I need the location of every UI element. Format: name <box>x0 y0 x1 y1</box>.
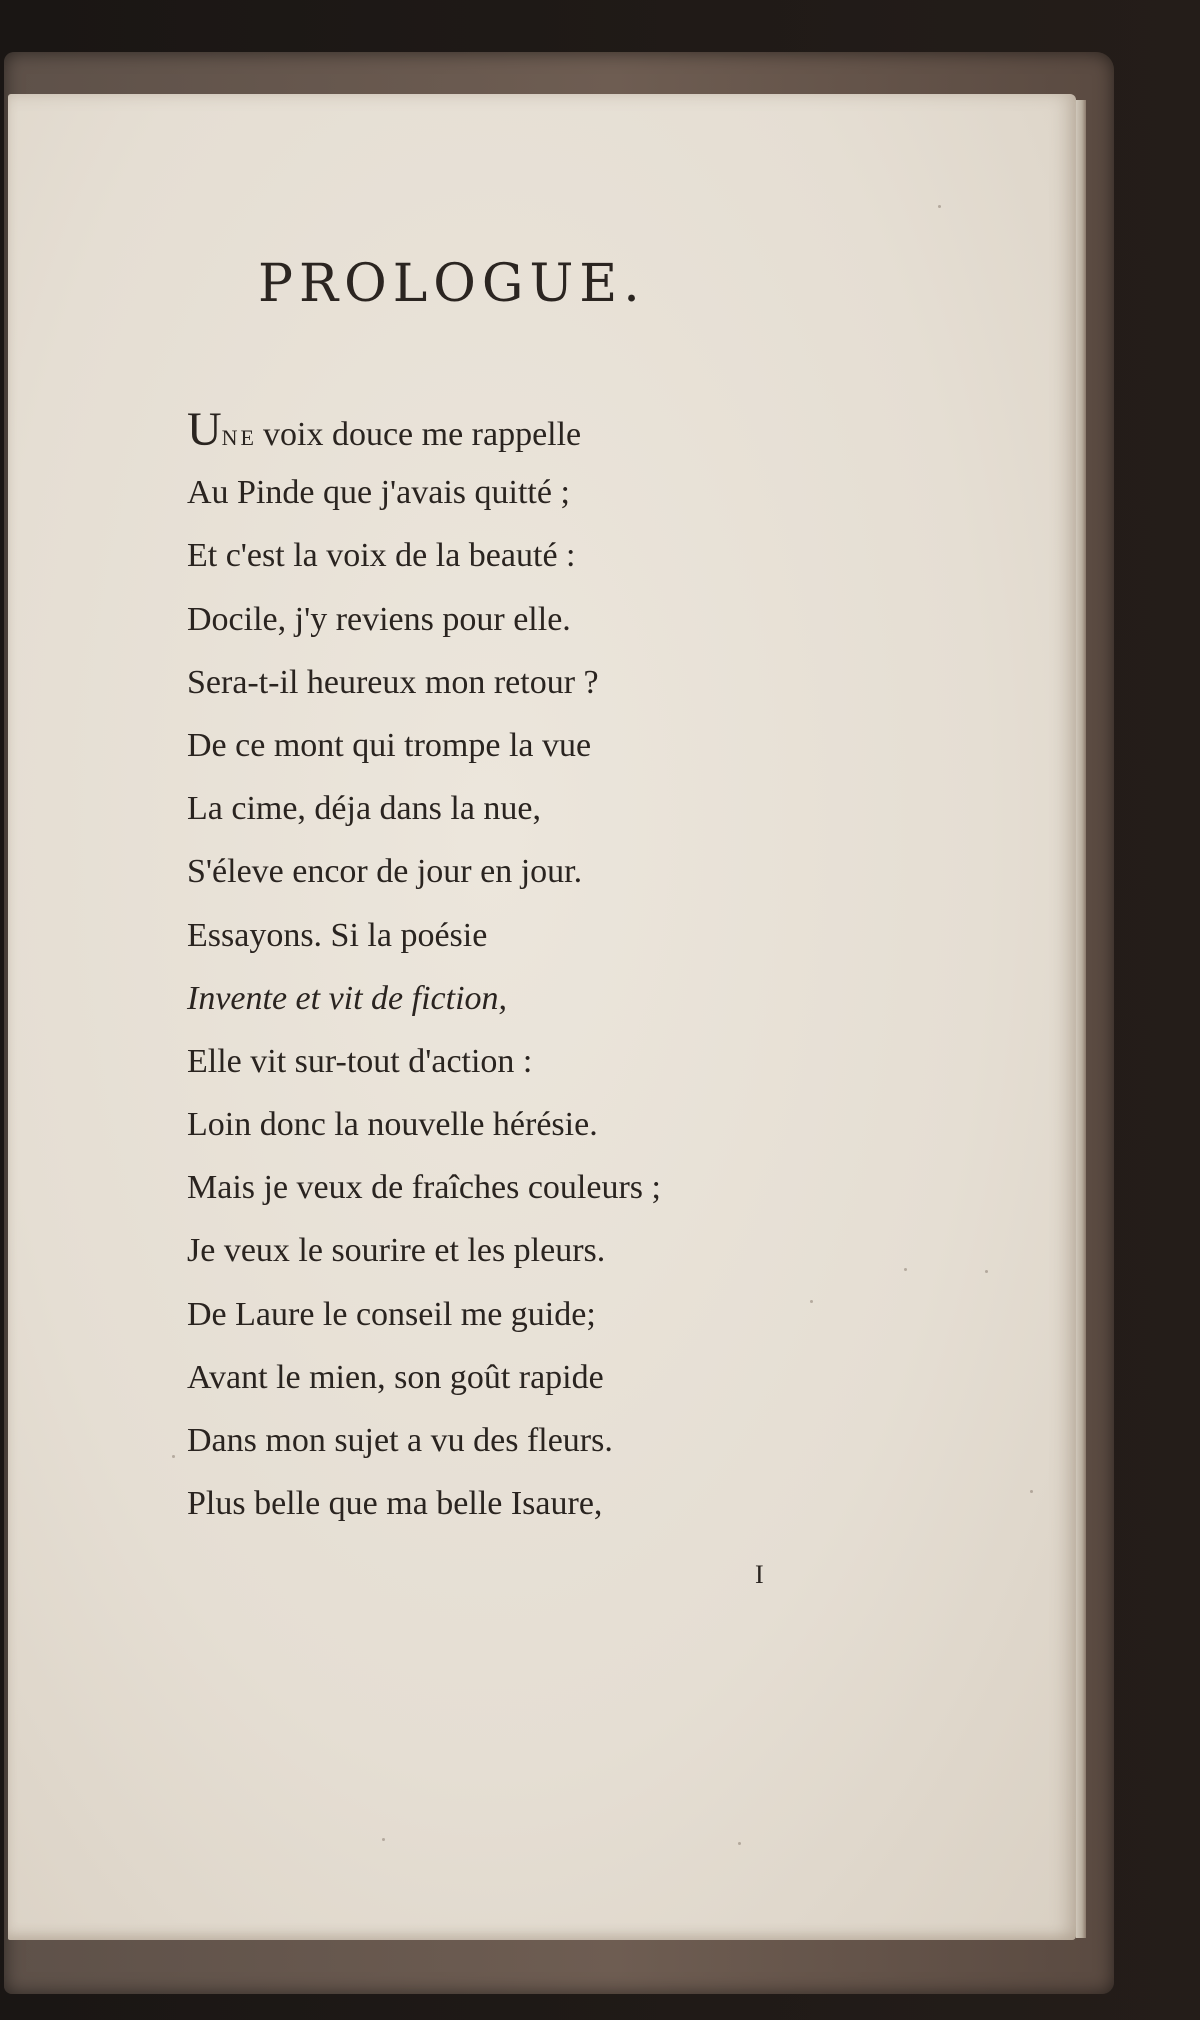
paper-speck <box>985 1270 988 1273</box>
poem-verses <box>187 398 847 1535</box>
verse-line: Plus belle que ma belle Isaure, <box>187 1485 603 1523</box>
verse-line: Essayons. Si la poésie <box>187 916 488 954</box>
page-number: I <box>755 1560 764 1589</box>
verse-line: De Laure le conseil me guide; <box>187 1295 596 1333</box>
paper-speck <box>938 205 941 208</box>
opening-text: voix douce me rappelle <box>263 416 582 453</box>
verse-line: Au Pinde que j'avais quitté ; <box>187 474 570 512</box>
verse-line-opening <box>187 398 847 461</box>
drop-cap: U <box>187 403 222 456</box>
paper-speck <box>382 1838 385 1841</box>
page-title: PROLOGUE. <box>258 254 646 314</box>
small-caps-word: NE <box>221 425 257 450</box>
paper-speck <box>904 1268 907 1271</box>
verse-line: Elle vit sur-tout d'action : <box>187 1042 533 1080</box>
page-edge <box>1076 100 1086 1938</box>
verse-line: Dans mon sujet a vu des fleurs. <box>187 1422 613 1459</box>
verse-line: De ce mont qui trompe la vue <box>187 726 592 764</box>
paper-speck <box>172 1455 175 1458</box>
verse-line: Sera-t-il heureux mon retour ? <box>187 663 599 701</box>
paper-speck <box>810 1300 813 1303</box>
verse-line: Avant le mien, son goût rapide <box>187 1358 604 1396</box>
verse-line: Et c'est la voix de la beauté : <box>187 537 576 575</box>
verse-line: La cime, déja dans la nue, <box>187 790 542 828</box>
verse-line: Loin donc la nouvelle hérésie. <box>187 1106 598 1144</box>
verse-line: Invente et vit de fiction, <box>187 979 508 1017</box>
verse-line: S'éleve encor de jour en jour. <box>187 853 583 891</box>
verse-line: Je veux le sourire et les pleurs. <box>187 1232 606 1270</box>
verse-line: Docile, j'y reviens pour elle. <box>187 600 571 638</box>
verse-line: Mais je veux de fraîches couleurs ; <box>187 1169 661 1207</box>
paper-speck <box>1030 1490 1033 1493</box>
paper-speck <box>738 1842 741 1845</box>
